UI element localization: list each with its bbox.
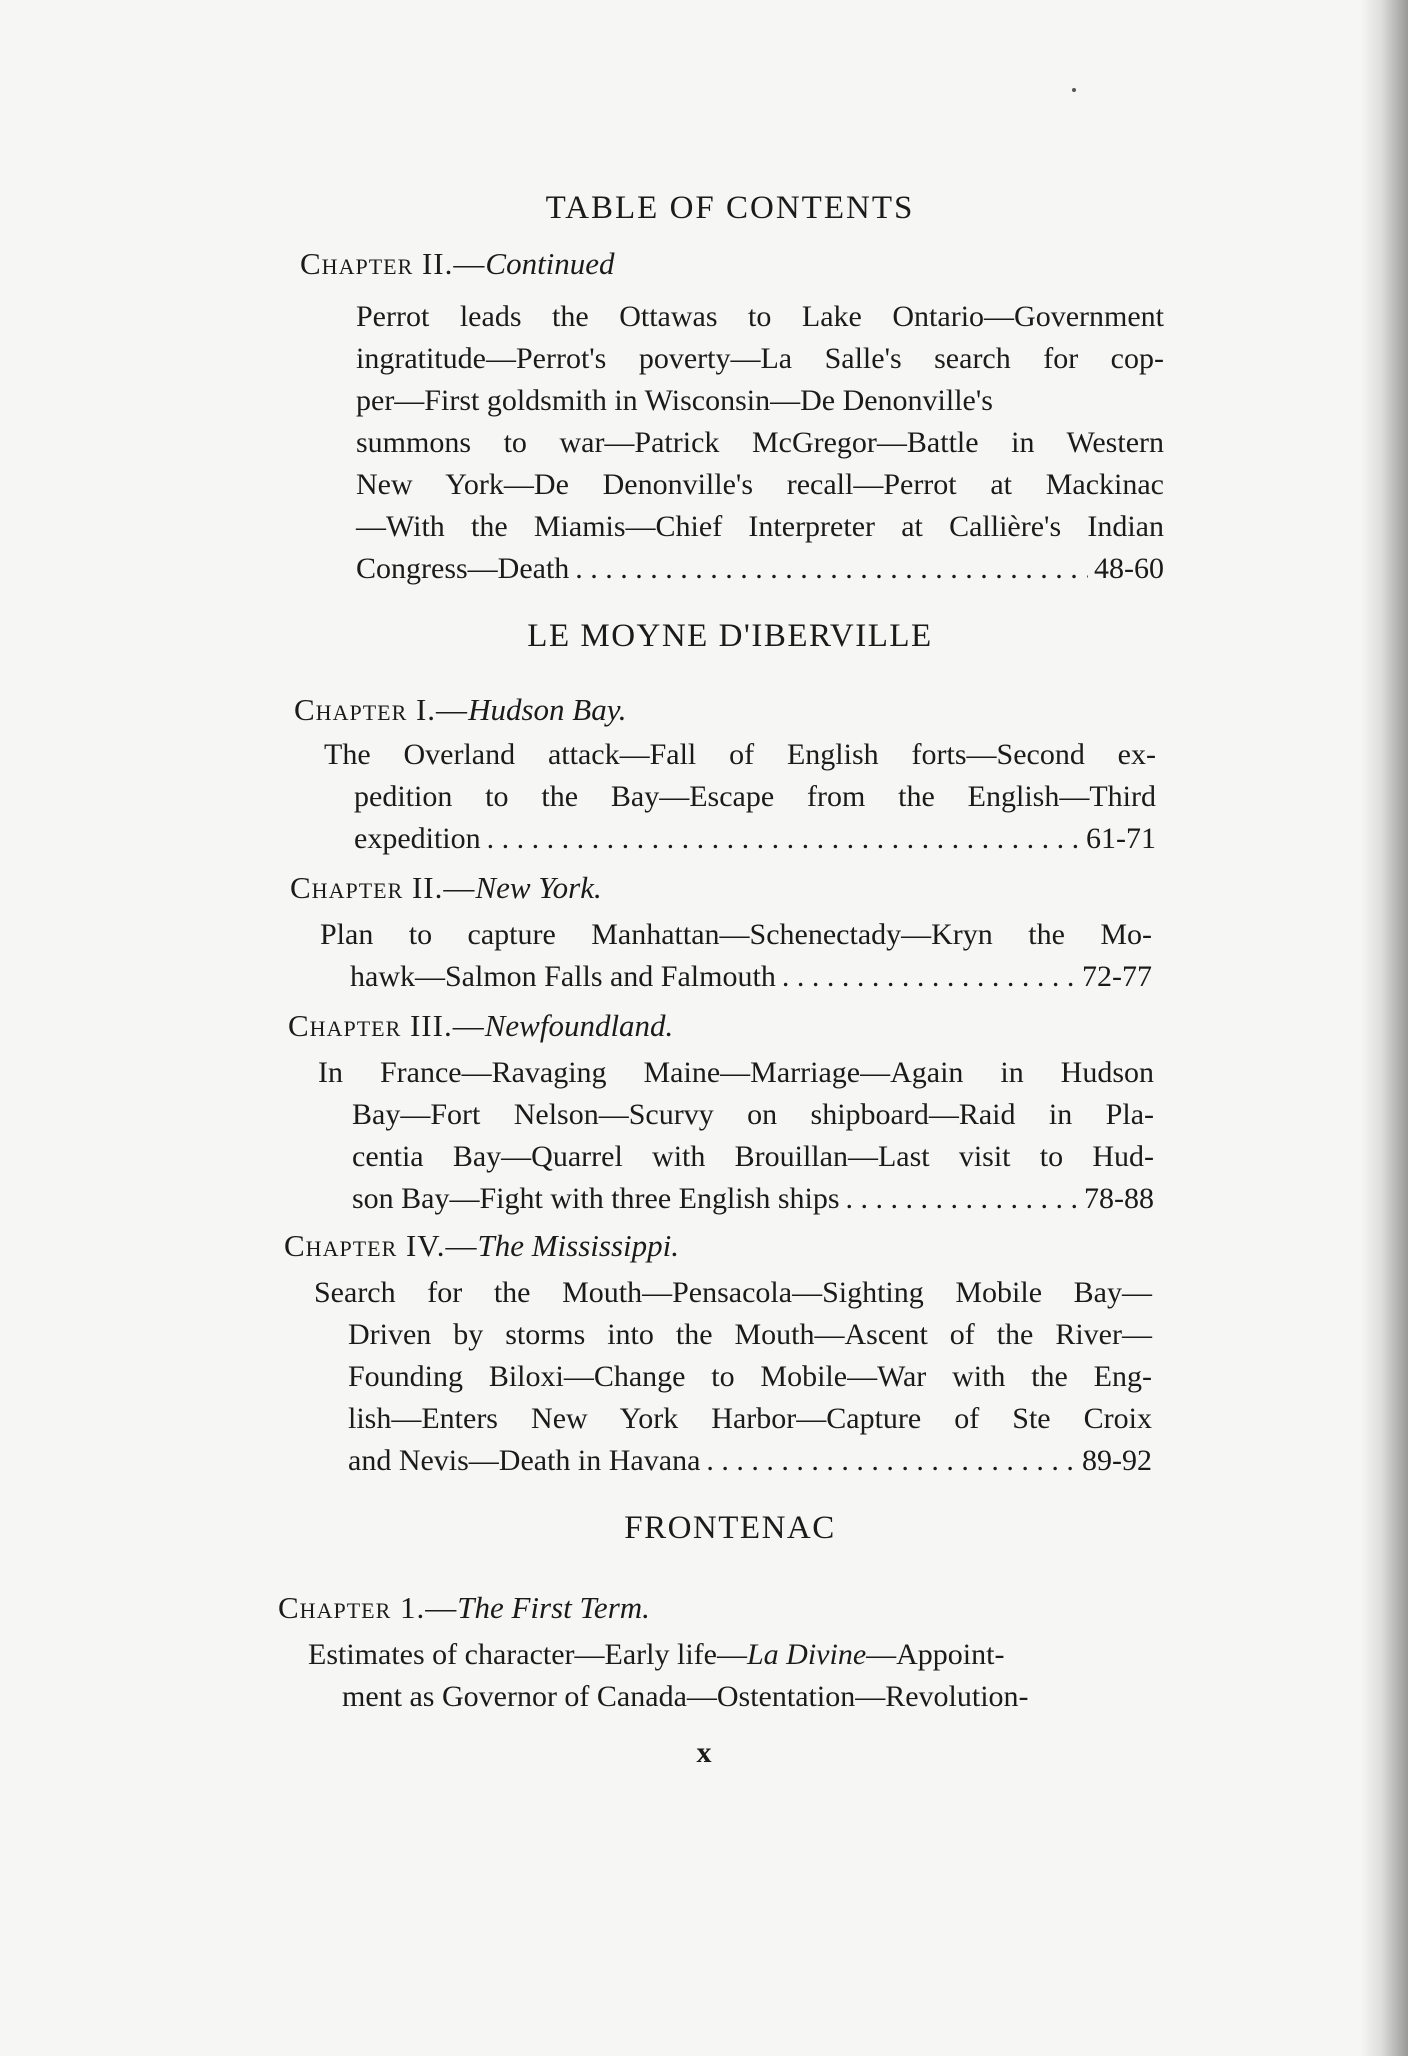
page-number: x	[696, 1736, 712, 1769]
chapter-label: Chapter III.—	[288, 1008, 485, 1043]
chapter-title: Continued	[485, 246, 615, 281]
chapter-summary	[318, 1052, 1154, 1220]
chapter-label: Chapter I.—	[294, 692, 469, 727]
chapter-heading	[300, 246, 615, 282]
summary-line: Bay—Fort Nelson—Scurvy on shipboard—Raid in Pla-	[352, 1098, 1154, 1131]
section-title: LE MOYNE D'IBERVILLE	[527, 618, 933, 654]
summary-line: and Nevis—Death in Havana	[348, 1444, 701, 1477]
summary-line: expedition	[354, 822, 481, 855]
dot-leader	[846, 1178, 1079, 1220]
summary-line: per—First goldsmith in Wisconsin—De Denonville's	[356, 384, 993, 417]
chapter-summary	[324, 734, 1156, 860]
summary-last-line	[314, 1440, 1152, 1482]
summary-line: hawk—Salmon Falls and Falmouth	[350, 960, 776, 993]
chapter-title: Hudson Bay.	[468, 692, 627, 727]
summary-line: Plan to capture Manhattan—Schenectady—Kryn the Mo-	[320, 918, 1152, 951]
chapter-title: Newfoundland.	[484, 1008, 674, 1043]
summary-line: ment as Governor of Canada—Ostentation—Revolution-	[342, 1680, 1029, 1713]
summary-line: Perrot leads the Ottawas to Lake Ontario—Government	[356, 300, 1164, 333]
summary-line: ingratitude—Perrot's poverty—La Salle's search for cop-	[356, 342, 1164, 375]
summary-last-line	[356, 548, 1164, 590]
page-range: 78-88	[1084, 1182, 1154, 1215]
page-range: 48-60	[1094, 552, 1164, 585]
page-range: 61-71	[1086, 822, 1156, 855]
chapter-heading	[294, 692, 627, 728]
summary-line: son Bay—Fight with three English ships	[352, 1182, 840, 1215]
chapter-label: Chapter II.—	[300, 246, 486, 281]
chapter-title: The First Term.	[457, 1590, 650, 1625]
summary-text: —Appoint-	[866, 1638, 1005, 1671]
chapter-heading	[290, 870, 602, 906]
chapter-title: The Mississippi.	[477, 1228, 679, 1263]
chapter-title: New York.	[475, 870, 602, 905]
summary-line: centia Bay—Quarrel with Brouillan—Last visit to Hud-	[352, 1140, 1154, 1173]
chapter-summary	[320, 914, 1152, 998]
chapter-summary	[308, 1634, 1154, 1718]
summary-line: —With the Miamis—Chief Interpreter at Callière's Indian	[356, 510, 1164, 543]
chapter-heading	[288, 1008, 673, 1044]
running-head: TABLE OF CONTENTS	[545, 190, 915, 226]
chapter-label: Chapter II.—	[290, 870, 476, 905]
page-range: 72-77	[1082, 960, 1152, 993]
dot-leader	[782, 956, 1076, 998]
summary-line: In France—Ravaging Maine—Marriage—Again in Hudson	[318, 1056, 1154, 1089]
summary-line: The Overland attack—Fall of English forts—Second ex-	[324, 738, 1156, 771]
chapter-heading	[284, 1228, 679, 1264]
chapter-summary	[356, 296, 1164, 590]
summary-last-line	[318, 1178, 1154, 1220]
chapter-label: Chapter 1.—	[278, 1590, 458, 1625]
page-range: 89-92	[1082, 1444, 1152, 1477]
dot-leader	[575, 548, 1088, 590]
summary-text: Estimates of character—Early life—	[308, 1638, 747, 1671]
summary-line: pedition to the Bay—Escape from the English—Third	[354, 780, 1156, 813]
dot-leader	[706, 1440, 1076, 1482]
paper-speck	[1072, 88, 1076, 92]
section-title: FRONTENAC	[624, 1510, 836, 1546]
chapter-summary	[314, 1272, 1152, 1482]
summary-line	[308, 1634, 1154, 1676]
summary-line: Search for the Mouth—Pensacola—Sighting Mobile Bay—	[314, 1276, 1152, 1309]
dot-leader	[487, 818, 1080, 860]
summary-line: lish—Enters New York Harbor—Capture of Ste Croix	[348, 1402, 1152, 1435]
chapter-heading	[278, 1590, 650, 1626]
summary-line: summons to war—Patrick McGregor—Battle in Western	[356, 426, 1164, 459]
summary-line: Congress—Death	[356, 552, 570, 585]
summary-line: Founding Biloxi—Change to Mobile—War with the Eng-	[348, 1360, 1152, 1393]
summary-last-line	[324, 818, 1156, 860]
summary-italic-text: La Divine	[746, 1638, 867, 1671]
summary-line: New York—De Denonville's recall—Perrot at Mackinac	[356, 468, 1164, 501]
summary-line: Driven by storms into the Mouth—Ascent of the River—	[348, 1318, 1152, 1351]
summary-last-line	[320, 956, 1152, 998]
chapter-label: Chapter IV.—	[284, 1228, 478, 1263]
